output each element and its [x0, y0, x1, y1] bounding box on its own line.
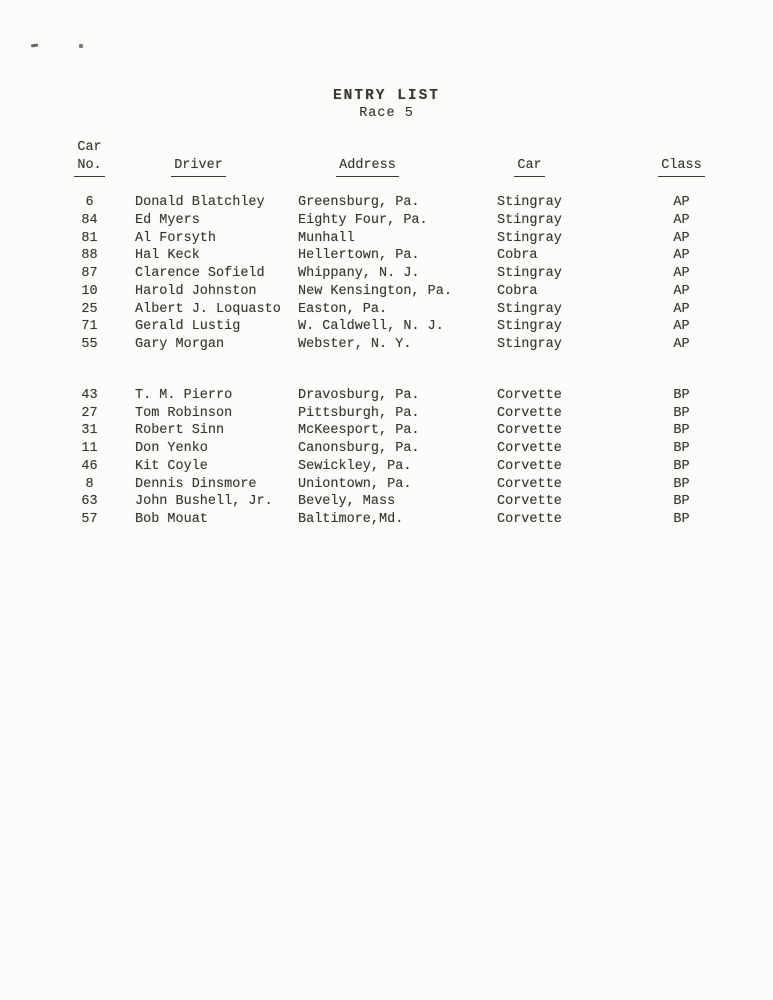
cell-car-number: 43	[81, 387, 98, 403]
cell-car-number: 46	[81, 458, 98, 474]
cell-driver: Tom Robinson	[135, 405, 233, 421]
scan-speck	[31, 44, 38, 48]
table-row	[0, 212, 773, 230]
cell-class: AP	[673, 248, 690, 264]
cell-driver: Harold Johnston	[135, 283, 257, 299]
cell-address: Sewickley, Pa.	[298, 458, 412, 474]
cell-class: AP	[673, 230, 690, 246]
table-row	[0, 476, 773, 494]
cell-car-number: 10	[81, 283, 98, 299]
table-row	[0, 265, 773, 283]
cell-address: Baltimore,Md.	[298, 512, 404, 527]
table-row	[0, 422, 773, 440]
header-car-no-line2: No.	[74, 157, 104, 177]
page-title: ENTRY LIST	[332, 88, 440, 104]
header-driver: Driver	[117, 157, 280, 177]
table-row	[0, 230, 773, 248]
cell-address: Uniontown, Pa.	[298, 476, 412, 492]
cell-address: Dravosburg, Pa.	[298, 387, 420, 403]
table-row	[0, 440, 773, 458]
cell-driver: Gerald Lustig	[135, 319, 241, 335]
table-body	[0, 194, 773, 529]
cell-address: Whippany, N. J.	[298, 266, 420, 281]
header-car-no	[62, 139, 117, 177]
cell-class: AP	[673, 195, 690, 210]
cell-car-number: 27	[81, 405, 98, 421]
cell-car: Stingray	[497, 319, 562, 335]
cell-address: Pittsburgh, Pa.	[298, 405, 420, 421]
cell-address: Greensburg, Pa.	[298, 195, 420, 210]
cell-class: BP	[673, 476, 690, 492]
cell-car: Stingray	[497, 266, 562, 281]
cell-car-number: 8	[85, 476, 94, 492]
cell-car-number: 88	[81, 248, 98, 264]
cell-car: Stingray	[497, 230, 562, 246]
cell-driver: Ed Myers	[135, 212, 200, 228]
cell-class: AP	[673, 319, 690, 335]
cell-car: Stingray	[497, 301, 562, 317]
cell-car-number: 84	[81, 212, 98, 228]
title-block	[0, 88, 773, 122]
cell-address: Munhall	[298, 230, 355, 246]
cell-address: New Kensington, Pa.	[298, 283, 452, 299]
cell-driver: Bob Mouat	[135, 512, 208, 527]
cell-car-number: 6	[85, 195, 94, 210]
table-row	[0, 301, 773, 319]
cell-address: Eighty Four, Pa.	[298, 212, 428, 228]
cell-driver: Robert Sinn	[135, 423, 225, 439]
scan-speck	[79, 44, 84, 49]
table-row	[0, 336, 773, 354]
cell-car: Corvette	[497, 423, 562, 439]
cell-class: AP	[673, 283, 690, 299]
header-class: Class	[650, 157, 713, 177]
cell-driver: Kit Coyle	[135, 458, 208, 474]
cell-address: Canonsburg, Pa.	[298, 441, 420, 456]
cell-car-number: 57	[81, 512, 98, 527]
cell-car: Cobra	[497, 283, 538, 299]
cell-class: BP	[673, 423, 690, 439]
cell-class: AP	[673, 266, 690, 281]
table-row	[0, 194, 773, 212]
cell-address: Bevely, Mass	[298, 494, 396, 510]
cell-car: Cobra	[497, 248, 538, 264]
cell-car-number: 55	[81, 337, 98, 352]
cell-address: Webster, N. Y.	[298, 337, 412, 352]
cell-car-number: 87	[81, 266, 98, 281]
cell-car: Corvette	[497, 441, 562, 456]
cell-class: BP	[673, 494, 690, 510]
cell-driver: Dennis Dinsmore	[135, 476, 257, 492]
cell-class: BP	[673, 405, 690, 421]
cell-driver: Clarence Sofield	[135, 266, 265, 281]
entry-list-table	[0, 139, 773, 529]
cell-car: Corvette	[497, 512, 562, 527]
cell-driver: John Bushell, Jr.	[135, 494, 273, 510]
cell-car-number: 71	[81, 319, 98, 335]
header-car: Car	[479, 157, 650, 177]
cell-driver: T. M. Pierro	[135, 387, 233, 403]
table-row	[0, 493, 773, 511]
class-group-ap	[0, 194, 773, 354]
cell-car: Stingray	[497, 195, 562, 210]
table-row	[0, 318, 773, 336]
cell-driver: Gary Morgan	[135, 337, 225, 352]
cell-car-number: 11	[81, 441, 98, 456]
cell-address: W. Caldwell, N. J.	[298, 319, 444, 335]
cell-class: BP	[673, 458, 690, 474]
cell-address: Easton, Pa.	[298, 301, 388, 317]
cell-address: Hellertown, Pa.	[298, 248, 420, 264]
cell-class: BP	[673, 441, 690, 456]
header-car-no-line1: Car	[77, 140, 102, 155]
cell-class: AP	[673, 337, 690, 352]
table-row	[0, 283, 773, 301]
cell-car-number: 63	[81, 494, 98, 510]
cell-car: Corvette	[497, 494, 562, 510]
table-row	[0, 247, 773, 265]
cell-car-number: 81	[81, 230, 98, 246]
cell-car: Corvette	[497, 476, 562, 492]
cell-class: AP	[673, 212, 690, 228]
cell-car-number: 25	[81, 301, 98, 317]
cell-class: BP	[673, 512, 690, 527]
cell-car: Stingray	[497, 212, 562, 228]
cell-car: Corvette	[497, 387, 562, 403]
cell-car: Corvette	[497, 405, 562, 421]
cell-car: Corvette	[497, 458, 562, 474]
table-row	[0, 458, 773, 476]
class-group-bp	[0, 387, 773, 529]
cell-class: BP	[673, 387, 690, 403]
cell-driver: Don Yenko	[135, 441, 208, 456]
cell-address: McKeesport, Pa.	[298, 423, 420, 439]
table-row	[0, 511, 773, 529]
page-subtitle: Race 5	[359, 106, 414, 121]
cell-car-number: 31	[81, 423, 98, 439]
cell-class: AP	[673, 301, 690, 317]
cell-car: Stingray	[497, 337, 562, 352]
cell-driver: Al Forsyth	[135, 230, 217, 246]
cell-driver: Donald Blatchley	[135, 195, 265, 210]
cell-driver: Albert J. Loquasto	[135, 301, 281, 317]
table-row	[0, 387, 773, 405]
table-row	[0, 405, 773, 423]
header-address: Address	[280, 157, 479, 177]
table-header-row	[0, 139, 773, 177]
cell-driver: Hal Keck	[135, 248, 200, 264]
